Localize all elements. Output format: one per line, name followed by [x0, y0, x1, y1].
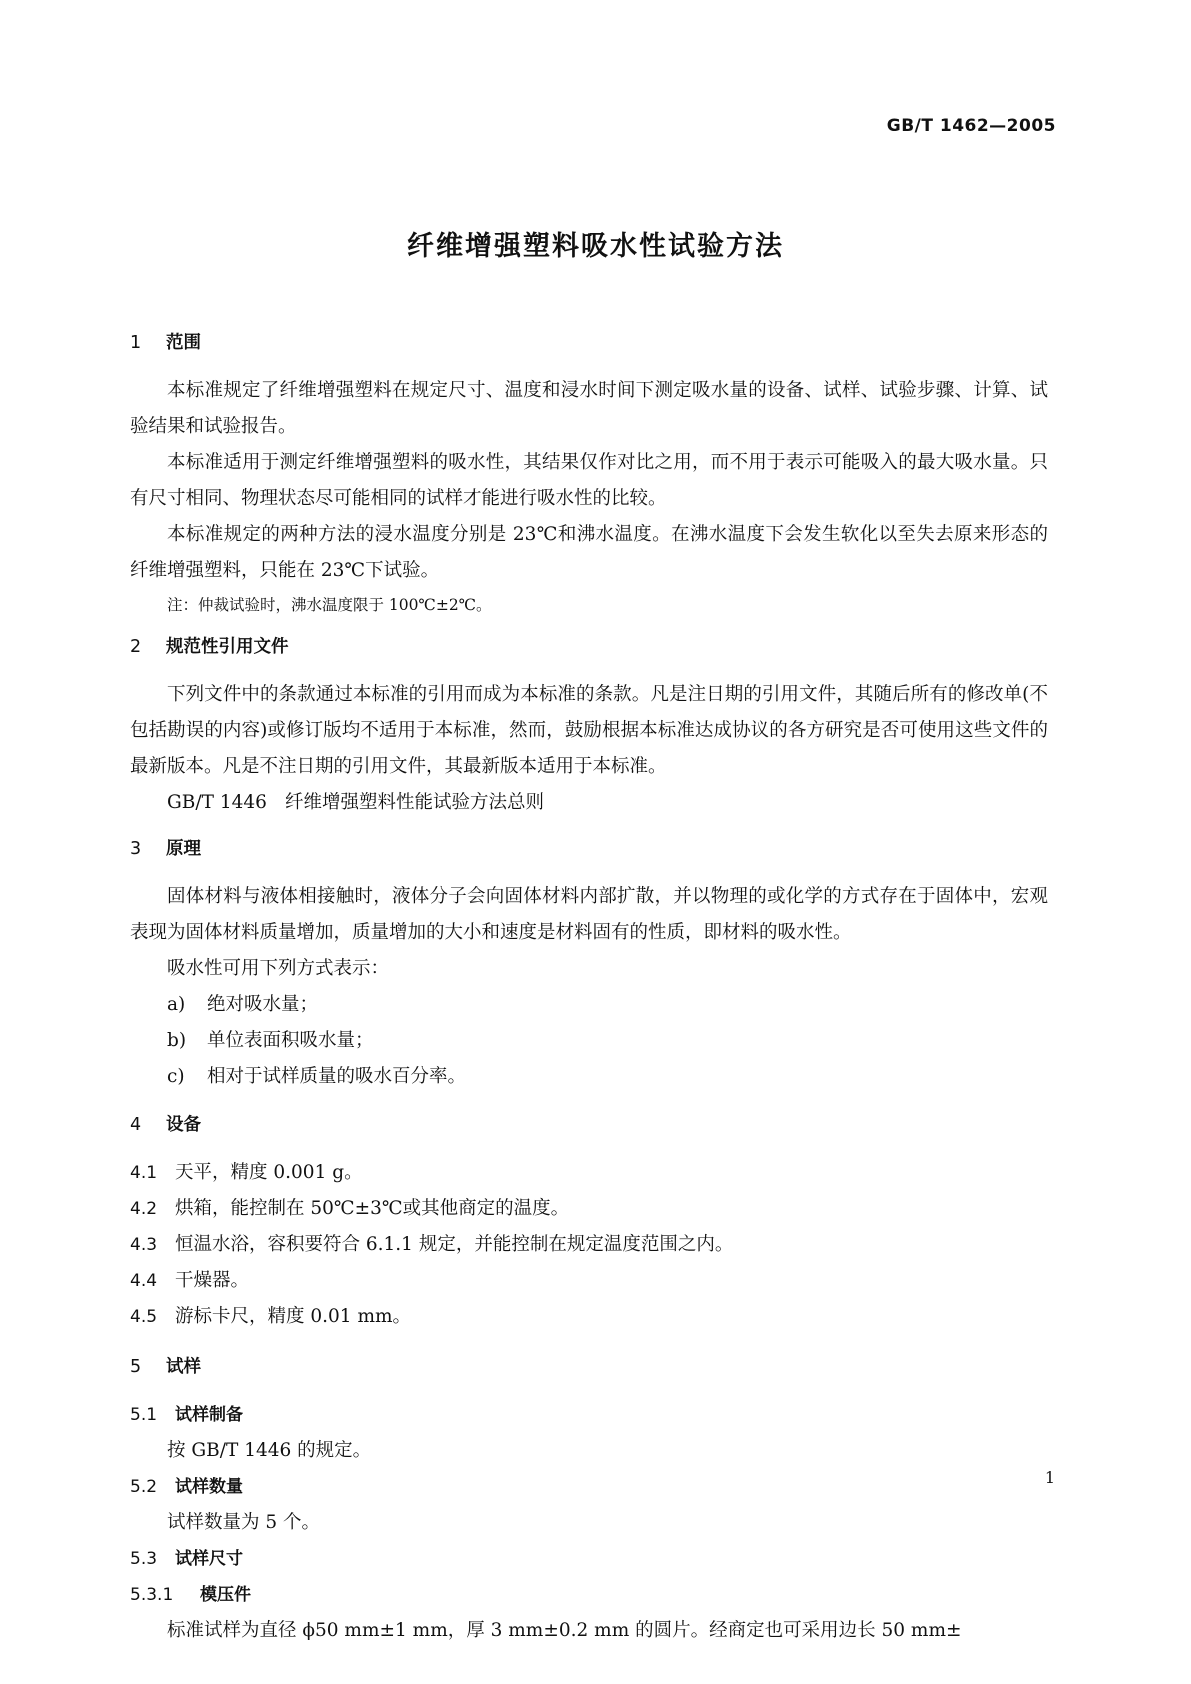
reference-code: GB/T 1446	[167, 792, 267, 813]
clause-text: 试样数量为 5 个。	[167, 1512, 321, 1533]
section-number: 4	[130, 1115, 142, 1135]
clause-text: 天平，精度 0.001 g。	[175, 1162, 363, 1183]
subsection-title: 试样制备	[175, 1405, 243, 1425]
subsection-title: 试样尺寸	[175, 1549, 243, 1569]
clause-number: 4.2	[130, 1199, 158, 1219]
paragraph: 固体材料与液体相接触时，液体分子会向固体材料内部扩散，并以物理的或化学的方式存在于固体中，宏观表现为固体材料质量增加，质量增加的大小和速度是材料固有的性质，即材料的吸水性。	[130, 886, 1048, 943]
list-marker: a)	[167, 994, 186, 1015]
equipment-item	[130, 1263, 1048, 1299]
note: 注：仲裁试验时，沸水温度限于 100℃±2℃。	[167, 596, 492, 614]
subsection-title: 试样数量	[175, 1477, 243, 1497]
list-item	[130, 1023, 1048, 1059]
standard-code: GB/T 1462—2005	[886, 116, 1056, 136]
section-title: 设备	[166, 1115, 201, 1135]
clause-text: 恒温水浴，容积要符合 6.1.1 规定，并能控制在规定温度范围之内。	[175, 1234, 734, 1255]
list-marker: b)	[167, 1030, 187, 1051]
section-number: 5	[130, 1357, 142, 1377]
subsection-title: 模压件	[200, 1585, 251, 1605]
clause-number: 5.3	[130, 1549, 158, 1569]
clause-number: 4.4	[130, 1271, 158, 1291]
list-marker: c)	[167, 1066, 185, 1087]
subsection-5-2-heading	[130, 1469, 1048, 1505]
page-number: 1	[1044, 1468, 1055, 1487]
list-text: 单位表面积吸水量；	[207, 1030, 374, 1051]
section-number: 1	[130, 333, 142, 353]
equipment-item	[130, 1191, 1048, 1227]
document-title: 纤维增强塑料吸水性试验方法	[407, 231, 784, 262]
clause-number: 4.1	[130, 1163, 158, 1183]
clause-number: 5.3.1	[130, 1585, 174, 1605]
section-title: 范围	[166, 333, 201, 353]
document-body	[130, 325, 1048, 1649]
clause-text: 按 GB/T 1446 的规定。	[167, 1440, 372, 1461]
subsection-5-3-heading	[130, 1541, 1048, 1577]
section-3-heading	[130, 831, 1048, 867]
paragraph: 下列文件中的条款通过本标准的引用而成为本标准的条款。凡是注日期的引用文件，其随后所有的修改单(不包括勘误的内容)或修订版均不适用于本标准，然而，鼓励根据本标准达成协议的各方研究是否可使用这些文件的最新版本。凡是不注日期的引用文件，其最新版本适用于本标准。	[130, 684, 1048, 777]
section-title: 原理	[166, 839, 201, 859]
clause-text: 游标卡尺，精度 0.01 mm。	[175, 1306, 412, 1327]
equipment-item	[130, 1227, 1048, 1263]
list-item	[130, 1059, 1048, 1095]
reference-title: 纤维增强塑料性能试验方法总则	[285, 792, 545, 813]
equipment-item	[130, 1155, 1048, 1191]
section-number: 2	[130, 637, 142, 657]
clause-number: 5.2	[130, 1477, 158, 1497]
section-number: 3	[130, 839, 142, 859]
subsection-5-3-1-heading	[130, 1577, 1048, 1613]
clause-number: 4.5	[130, 1307, 158, 1327]
paragraph: 本标准规定的两种方法的浸水温度分别是 23℃和沸水温度。在沸水温度下会发生软化以至失去原来形态的纤维增强塑料，只能在 23℃下试验。	[130, 524, 1048, 581]
clause-number: 4.3	[130, 1235, 158, 1255]
paragraph: 本标准规定了纤维增强塑料在规定尺寸、温度和浸水时间下测定吸水量的设备、试样、试验步骤、计算、试验结果和试验报告。	[130, 380, 1048, 437]
paragraph: 本标准适用于测定纤维增强塑料的吸水性，其结果仅作对比之用，而不用于表示可能吸入的最大吸水量。只有尺寸相同、物理状态尽可能相同的试样才能进行吸水性的比较。	[130, 452, 1048, 509]
list-item	[130, 987, 1048, 1023]
clause-text: 标准试样为直径 ϕ50 mm±1 mm，厚 3 mm±0.2 mm 的圆片。经商定也可采用边长 50 mm±	[167, 1620, 962, 1641]
normative-reference	[130, 785, 1048, 821]
section-5-heading	[130, 1349, 1048, 1385]
section-title: 规范性引用文件	[166, 637, 289, 657]
clause-number: 5.1	[130, 1405, 158, 1425]
equipment-item	[130, 1299, 1048, 1335]
section-title: 试样	[166, 1357, 201, 1377]
clause-text: 烘箱，能控制在 50℃±3℃或其他商定的温度。	[175, 1198, 570, 1219]
list-text: 相对于试样质量的吸水百分率。	[207, 1066, 467, 1087]
section-2-heading	[130, 629, 1048, 665]
section-4-heading	[130, 1107, 1048, 1143]
subsection-5-1-heading	[130, 1397, 1048, 1433]
clause-text: 干燥器。	[175, 1270, 250, 1291]
paragraph: 吸水性可用下列方式表示：	[167, 958, 390, 979]
list-text: 绝对吸水量；	[207, 994, 319, 1015]
section-1-heading	[130, 325, 1048, 361]
